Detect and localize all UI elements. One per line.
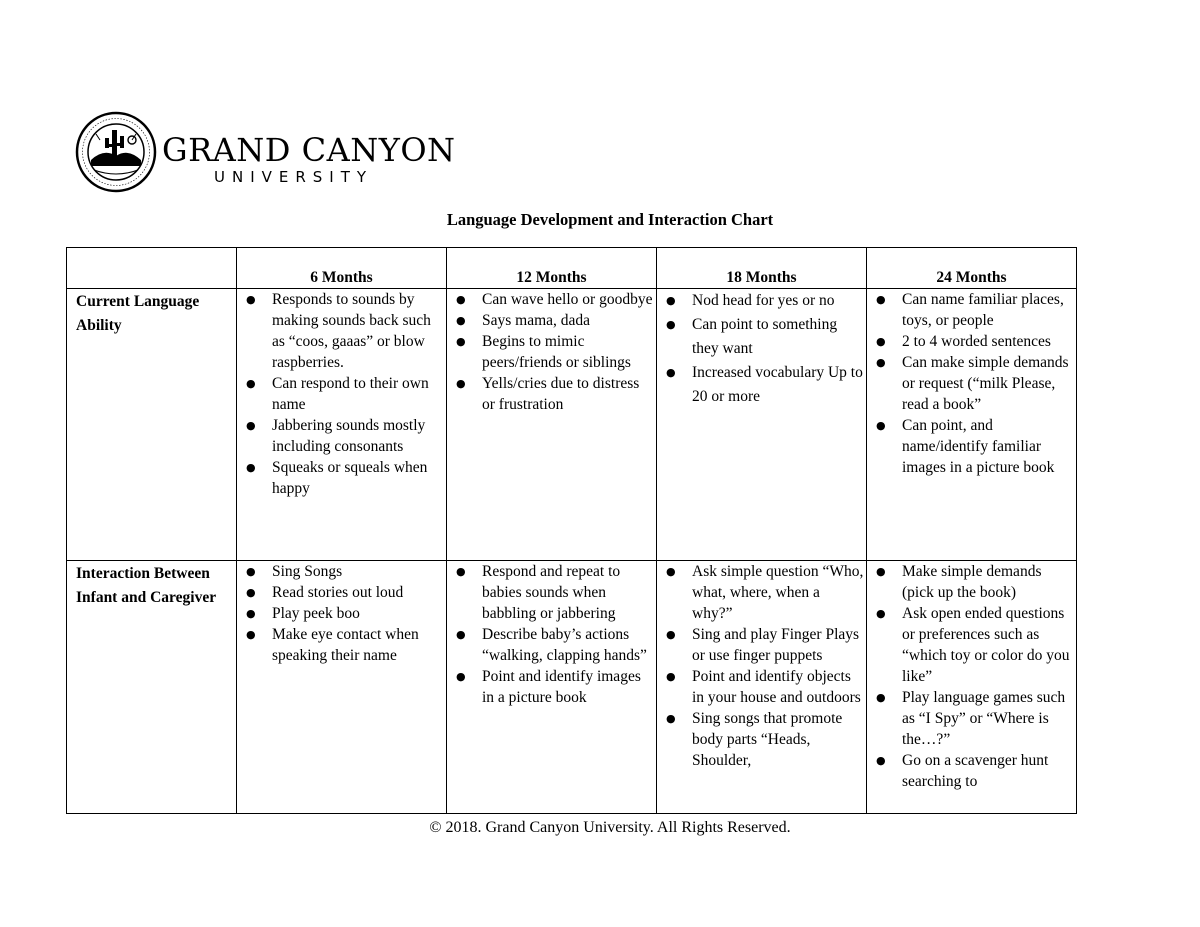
table-row-interaction (67, 561, 1077, 814)
list-item: ● Ask open ended questions or preferences such as “which toy or color do you like” (867, 603, 1074, 687)
table-row-current-language-ability (67, 289, 1077, 561)
list-item: ● Can wave hello or goodbye (447, 289, 654, 310)
cell-interaction-24-months (867, 561, 1077, 814)
bullet-list (657, 289, 866, 409)
list-item: ● 2 to 4 worded sentences (867, 331, 1074, 352)
development-chart-table (66, 247, 1077, 814)
table-header-row (67, 248, 1077, 289)
list-item: ● Sing Songs (237, 561, 444, 582)
list-item: ● Make simple demands (pick up the book) (867, 561, 1074, 603)
column-header-18-months: 18 Months (657, 248, 867, 289)
list-item: ● Point and identify images in a picture book (447, 666, 654, 708)
cell-language-24-months (867, 289, 1077, 561)
bullet-list (447, 289, 656, 415)
list-item: ● Point and identify objects in your house and outdoors (657, 666, 864, 708)
logo-wordmark: GRAND CANYON (162, 131, 456, 169)
list-item: ● Make eye contact when speaking their name (237, 624, 444, 666)
bullet-list (237, 289, 446, 499)
bullet-list (657, 561, 866, 771)
list-item: ● Sing songs that promote body parts “Heads, Shoulder, (657, 708, 864, 771)
list-item: ● Increased vocabulary Up to 20 or more (657, 361, 864, 409)
list-item: ● Go on a scavenger hunt searching to (867, 750, 1074, 792)
column-header-6-months: 6 Months (237, 248, 447, 289)
list-item: ● Sing and play Finger Plays or use finger puppets (657, 624, 864, 666)
list-item: ● Play peek boo (237, 603, 444, 624)
bullet-list (867, 561, 1076, 792)
list-item: ● Describe baby’s actions “walking, clapping hands” (447, 624, 654, 666)
list-item: ● Says mama, dada (447, 310, 654, 331)
university-logo (74, 110, 454, 194)
table-corner-cell (67, 248, 237, 289)
cell-interaction-6-months (237, 561, 447, 814)
list-item: ● Can name familiar places, toys, or people (867, 289, 1074, 331)
list-item: ● Nod head for yes or no (657, 289, 864, 313)
bullet-list (237, 561, 446, 666)
document-title: Language Development and Interaction Chart (446, 210, 774, 229)
row-label-interaction-between-infant-and-caregiver: Interaction Between Infant and Caregiver (67, 561, 237, 814)
list-item: ● Jabbering sounds mostly including consonants (237, 415, 444, 457)
cell-language-12-months (447, 289, 657, 561)
list-item: ● Can respond to their own name (237, 373, 444, 415)
cell-language-6-months (237, 289, 447, 561)
list-item: ● Respond and repeat to babies sounds when babbling or jabbering (447, 561, 654, 624)
list-item: ● Can point, and name/identify familiar images in a picture book (867, 415, 1074, 478)
bullet-list (867, 289, 1076, 478)
column-header-12-months: 12 Months (447, 248, 657, 289)
list-item: ● Read stories out loud (237, 582, 444, 603)
list-item: ● Yells/cries due to distress or frustration (447, 373, 654, 415)
bullet-list (447, 561, 656, 708)
logo-subtitle: UNIVERSITY (214, 168, 374, 186)
list-item: ● Can point to something they want (657, 313, 864, 361)
list-item: ● Play language games such as “I Spy” or “Where is the…?” (867, 687, 1074, 750)
list-item: ● Squeaks or squeals when happy (237, 457, 444, 499)
cell-interaction-12-months (447, 561, 657, 814)
cell-language-18-months (657, 289, 867, 561)
list-item: ● Begins to mimic peers/friends or siblings (447, 331, 654, 373)
copyright-notice: © 2018. Grand Canyon University. All Rights Reserved. (429, 819, 791, 836)
list-item: ● Responds to sounds by making sounds back such as “coos, gaaas” or blow raspberries. (237, 289, 444, 373)
column-header-24-months: 24 Months (867, 248, 1077, 289)
university-seal-icon (74, 110, 158, 194)
list-item: ● Ask simple question “Who, what, where, when a why?” (657, 561, 864, 624)
cell-interaction-18-months (657, 561, 867, 814)
row-label-current-language-ability: Current Language Ability (67, 289, 237, 561)
list-item: ● Can make simple demands or request (“milk Please, read a book” (867, 352, 1074, 415)
